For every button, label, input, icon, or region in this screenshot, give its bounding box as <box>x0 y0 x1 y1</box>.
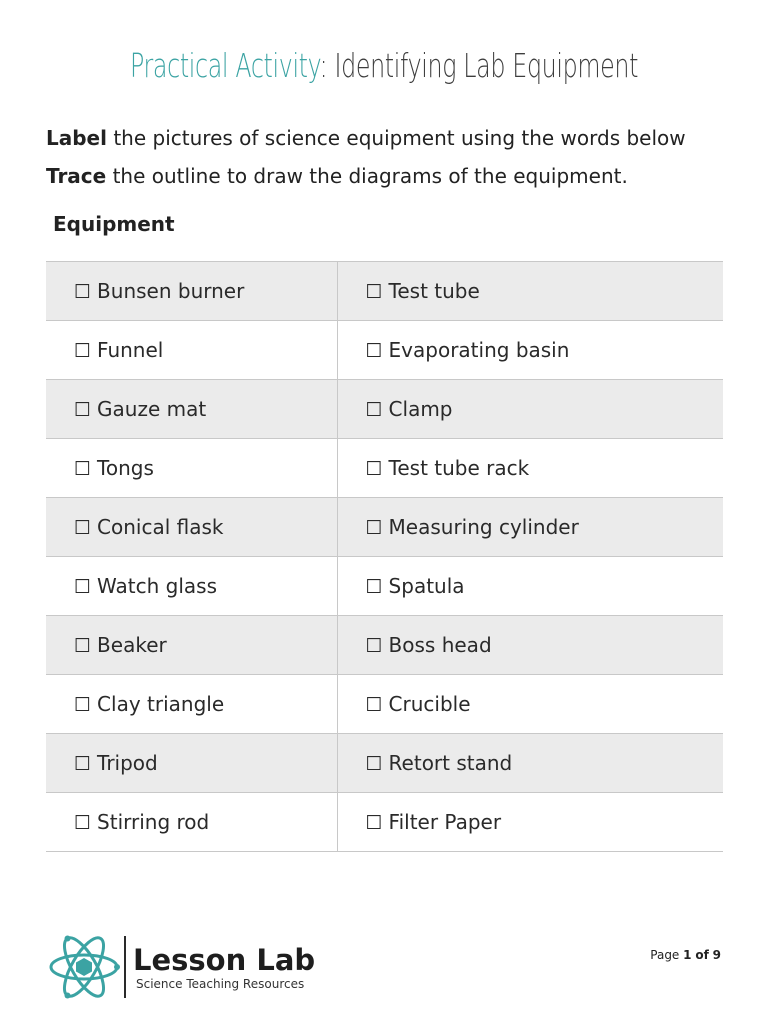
equipment-item <box>337 321 723 380</box>
checkbox-icon[interactable]: ☐ <box>74 753 92 775</box>
atom-icon <box>48 931 124 1007</box>
equipment-item <box>337 675 723 734</box>
checkbox-icon[interactable]: ☐ <box>365 753 383 775</box>
equipment-item <box>46 793 337 852</box>
equipment-label: Gauze mat <box>97 397 207 421</box>
title-lead: Practical Activity <box>129 46 320 85</box>
checkbox-icon[interactable]: ☐ <box>74 399 92 421</box>
equipment-label: Retort stand <box>388 751 513 775</box>
section-heading: Equipment <box>53 212 175 236</box>
checkbox-icon[interactable]: ☐ <box>74 694 92 716</box>
equipment-label: Clamp <box>388 397 453 421</box>
equipment-label: Beaker <box>97 633 167 657</box>
equipment-item <box>46 616 337 675</box>
logo-name: Lesson Lab <box>133 943 316 977</box>
equipment-item <box>46 380 337 439</box>
table-row <box>46 734 723 793</box>
equipment-item <box>337 380 723 439</box>
table-row <box>46 557 723 616</box>
equipment-label: Measuring cylinder <box>388 515 579 539</box>
equipment-label: Bunsen burner <box>97 279 245 303</box>
checkbox-icon[interactable]: ☐ <box>365 458 383 480</box>
equipment-label: Clay triangle <box>97 692 225 716</box>
logo-divider <box>124 936 126 998</box>
equipment-item <box>337 557 723 616</box>
checkbox-icon[interactable]: ☐ <box>365 694 383 716</box>
equipment-item <box>337 498 723 557</box>
checkbox-icon[interactable]: ☐ <box>74 458 92 480</box>
checkbox-icon[interactable]: ☐ <box>365 812 383 834</box>
table-row <box>46 321 723 380</box>
equipment-item <box>46 675 337 734</box>
checkbox-icon[interactable]: ☐ <box>365 576 383 598</box>
equipment-item <box>337 793 723 852</box>
checkbox-icon[interactable]: ☐ <box>74 517 92 539</box>
instruction-label-text: the pictures of science equipment using the words below <box>106 126 686 150</box>
equipment-item <box>337 439 723 498</box>
checkbox-icon[interactable]: ☐ <box>365 517 383 539</box>
equipment-table <box>46 261 723 852</box>
equipment-item <box>337 616 723 675</box>
table-row <box>46 675 723 734</box>
page-number <box>650 948 721 962</box>
equipment-item <box>46 557 337 616</box>
checkbox-icon[interactable]: ☐ <box>74 576 92 598</box>
checkbox-icon[interactable]: ☐ <box>74 340 92 362</box>
equipment-item <box>46 262 337 321</box>
equipment-label: Conical flask <box>97 515 224 539</box>
checkbox-icon[interactable]: ☐ <box>365 340 383 362</box>
equipment-item <box>337 734 723 793</box>
page-total: 9 <box>712 948 721 962</box>
checkbox-icon[interactable]: ☐ <box>365 399 383 421</box>
equipment-label: Tongs <box>97 456 154 480</box>
table-row <box>46 439 723 498</box>
page-title <box>108 46 661 85</box>
instruction-trace <box>46 164 628 188</box>
equipment-label: Test tube <box>388 279 480 303</box>
instruction-label <box>46 126 686 150</box>
instruction-trace-keyword: Trace <box>46 164 107 188</box>
table-row <box>46 380 723 439</box>
table-row <box>46 262 723 321</box>
equipment-label: Watch glass <box>97 574 218 598</box>
instruction-trace-text: the outline to draw the diagrams of the equipment. <box>106 164 628 188</box>
equipment-label: Filter Paper <box>388 810 502 834</box>
checkbox-icon[interactable]: ☐ <box>74 812 92 834</box>
equipment-item <box>46 439 337 498</box>
equipment-label: Stirring rod <box>97 810 210 834</box>
instruction-label-keyword: Label <box>46 126 107 150</box>
logo-tagline: Science Teaching Resources <box>136 977 305 991</box>
equipment-label: Tripod <box>97 751 158 775</box>
page-current: 1 <box>683 948 692 962</box>
equipment-item <box>46 498 337 557</box>
equipment-label: Funnel <box>97 338 164 362</box>
table-row <box>46 793 723 852</box>
equipment-label: Test tube rack <box>388 456 530 480</box>
page-of: of <box>695 948 709 962</box>
checkbox-icon[interactable]: ☐ <box>365 635 383 657</box>
title-rest: : Identifying Lab Equipment <box>319 46 639 85</box>
equipment-item <box>46 734 337 793</box>
equipment-label: Boss head <box>388 633 492 657</box>
equipment-label: Evaporating basin <box>388 338 570 362</box>
equipment-label: Spatula <box>388 574 465 598</box>
lesson-lab-logo <box>48 931 318 1007</box>
equipment-label: Crucible <box>388 692 471 716</box>
equipment-item <box>337 262 723 321</box>
checkbox-icon[interactable]: ☐ <box>74 281 92 303</box>
table-row <box>46 616 723 675</box>
equipment-item <box>46 321 337 380</box>
checkbox-icon[interactable]: ☐ <box>74 635 92 657</box>
table-row <box>46 498 723 557</box>
page-label: Page <box>650 948 680 962</box>
checkbox-icon[interactable]: ☐ <box>365 281 383 303</box>
